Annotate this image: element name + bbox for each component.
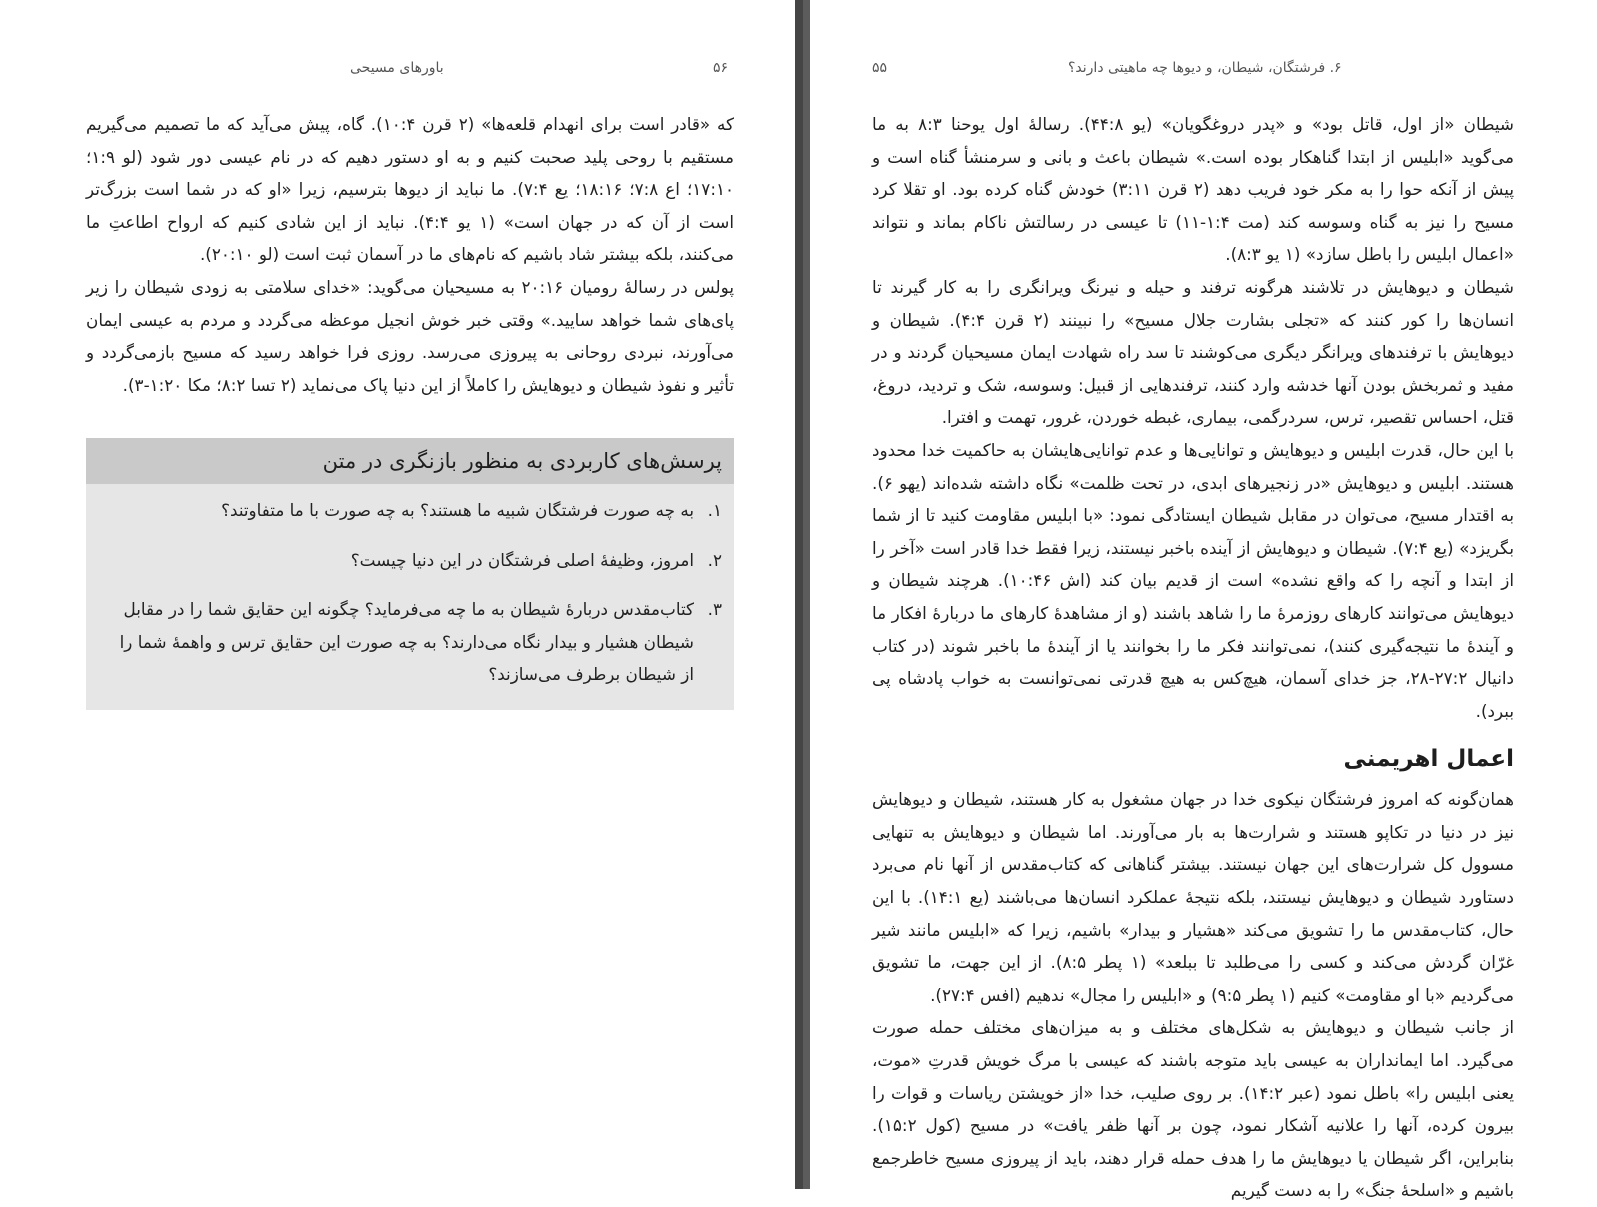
paragraph: با این حال، قدرت ابلیس و دیوهایش و توانایی‌ها و عدم توانایی‌هایشان به حاکمیت خدا محدود هستند. ابلیس و دیوهایش «در زنجیرهای ابدی، در تحت ظلمت» نگاه داشته شده‌اند (یهو ۶). به اقتدار مسیح، می‌توان در مقابل شیطان ایستادگی نمود: «با ابلیس مقاومت کنید تا از شما بگریزد» (یع ۷:۴). شیطان و دیوهایش از آینده باخبر نیستند، زیرا فقط خدا قادر است «آخر را از ابتدا و آنچه را که واقع نشده» است از قدیم بیان کند (اش ۱۰:۴۶). هرچند شیطان و دیوهایش می‌توانند کارهای روزمرهٔ ما را شاهد باشند (و از مشاهدهٔ کارهای ما دربارهٔ افکار ما و آیندهٔ ما نتیجه‌گیری کنند)، نمی‌توانند فکر ما را بخوانند یا از آیندهٔ ما باخبر شوند (در کتاب دانیال ۲۷:۲-۲۸، جز خدای آسمان، هیچ‌کس به هیچ قدرتی نمی‌توانست به خواب پادشاه پی ببرد). [872, 439, 1515, 721]
question-text: به چه صورت فرشتگان شبیه ما هستند؟ به چه صورت با ما متفاوتند؟ [221, 500, 694, 520]
question-item [114, 544, 722, 577]
paragraph: شیطان «از اول، قاتل بود» و «پدر دروغگویان» (یو ۴۴:۸). رسالهٔ اول یوحنا ۸:۳ به ما می‌گوید «ابلیس از ابتدا گناهکار بوده است.» شیطان باعث و بانی و سرمنشأ گناه است و پیش از آنکه حوا را به مکر خود فریب دهد (۲ قرن ۳:۱۱) خودش گناه کرده بود. او تقلا کرد مسیح را نیز به گناه وسوسه کند (مت ۱:۴-۱۱) تا عیسی در رسالتش ناکام بماند و نتواند «اعمال ابلیس را باطل سازد» (۱ یو ۸:۳). [872, 114, 1515, 265]
review-questions-box [86, 438, 734, 710]
book-spine-divider [795, 0, 810, 1189]
section-heading: اعمال اهریمنی [1343, 746, 1514, 773]
left-page [0, 0, 795, 1189]
question-text: امروز، وظیفهٔ اصلی فرشتگان در این دنیا چیست؟ [350, 549, 694, 570]
review-questions-title: پرسش‌های کاربردی به منظور بازنگری در متن [86, 438, 734, 484]
paragraph: که «قادر است برای انهدام قلعه‌ها» (۲ قرن ۱۰:۴). گاه، پیش می‌آید که ما تصمیم می‌گیریم مستقیم با روحی پلید صحبت کنیم و به او دستور دهیم که در نام عیسی دور شود (لو ۱:۹؛ ۱۷:۱۰؛ اع ۷:۸؛ ۱۸:۱۶؛ یع ۷:۴). ما نباید از دیوها بترسیم، زیرا «او که در شما است بزرگ‌تر است از آن که در جهان است» (۱ یو ۴:۴). نباید از این شادی کنیم که ارواح اطاعتِ ما می‌کنند، بلکه بیشتر شاد باشیم که نام‌های ما در آسمان ثبت است (لو ۲۰:۱۰). [86, 114, 735, 265]
review-questions-list [86, 484, 734, 691]
question-number: ۱. [707, 500, 722, 520]
right-body-text [872, 108, 1514, 1207]
question-number: ۳. [707, 599, 722, 620]
paragraph: پولس در رسالهٔ رومیان ۲۰:۱۶ به مسیحیان می‌گوید: «خدای سلامتی به زودی شیطان را زیر پای‌های شما خواهد سایید.» وقتی خبر خوش انجیل موعظه می‌گردد و مردم به عیسی ایمان می‌آورند، نبردی روحانی به پیروزی می‌رسد. روزی فرا خواهد رسید که مسیح بازمی‌گردد و تأثیر و نفوذ شیطان و دیوهایش را کاملاً از این دنیا پاک می‌نماید (۲ تسا ۸:۲؛ مکا ۱:۲۰-۳). [86, 276, 734, 395]
paragraph: شیطان و دیوهایش در تلاشند هرگونه ترفند و حیله و نیرنگ ویرانگری را به کار گیرند تا انسان‌ها را کور کنند که «تجلی بشارت جلال مسیح» را نبینند (۲ قرن ۴:۴). شیطان و دیوهایش با ترفندهای ویرانگر دیگری می‌کوشند تا سد راه شهادت ایمان مسیحیان گردند و در مفید و ثمربخش بودن آنها خدشه وارد کنند، ترفندهایی از قبیل: وسوسه، شک و تردید، دروغ، قتل، احساس تقصیر، ترس، سردرگمی، بیماری، غبطه خوردن، غرور، تهمت و افترا. [872, 276, 1514, 428]
running-title: ۶. فرشتگان، شیطان، و دیوها چه ماهیتی دارند؟ [1068, 60, 1342, 76]
page-number: ۵۶ [713, 60, 729, 76]
question-item [114, 494, 722, 527]
paragraph: از جانب شیطان و دیوهایش به شکل‌های مختلف و به میزان‌های مختلف حمله صورت می‌گیرد. اما ایمانداران به عیسی باید متوجه باشند که عیسی با مرگ خویش قدرتِ «موت، یعنی ابلیس را» باطل نمود (عبر ۱۴:۲). بر روی صلیب، خدا «از خویشتن ریاسات و قوات را بیرون کرده، آنها را علانیه آشکار نمود، چون بر آنها ظفر یافت» در مسیح (کول ۱۵:۲). بنابراین، اگر شیطان یا دیوهایش ما را هدف حمله قرار دهند، باید از پیروزی مسیح خاطرجمع باشیم و «اسلحهٔ جنگ» را به دست گیریم [872, 1017, 1514, 1201]
right-page [810, 0, 1597, 1201]
left-body-text [86, 108, 734, 401]
question-text: کتاب‌مقدس دربارهٔ شیطان به ما چه می‌فرماید؟ چگونه این حقایق شما را در مقابل شیطان هشیار و بیدار نگاه می‌دارند؟ به چه صورت این حقایق ترس و واهمهٔ شما را از شیطان برطرف می‌سازند؟ [119, 599, 694, 685]
question-number: ۲. [707, 549, 722, 570]
paragraph: همان‌گونه که امروز فرشتگان نیکوی خدا در جهان مشغول به کار هستند، شیطان و دیوهایش نیز در دنیا در تکاپو هستند و شرارت‌ها به بار می‌آورند. اما شیطان و دیوهایش به تنهایی مسوول کل شرارت‌های این جهان نیستند. بیشتر گناهانی که کتاب‌مقدس از آنها نام می‌برد دستاورد شیطان و دیوهایش نیستند، بلکه نتیجهٔ عملکرد انسان‌ها می‌باشند (یع ۱۴:۱). با این حال، کتاب‌مقدس ما را تشویق می‌کند «هشیار و بیدار» باشیم، زیرا که «ابلیس مانند شیر غرّان گردش می‌کند و کسی را می‌طلبد تا ببلعد» (۱ پطر ۸:۵). از این جهت، ما تشویق می‌گردیم «با او مقاومت» کنیم (۱ پطر ۹:۵) و «ابلیس را مجال» ندهیم (افس ۲۷:۴). [872, 789, 1514, 1005]
running-title: باورهای مسیحی [350, 60, 444, 76]
question-item [114, 593, 722, 691]
page-number: ۵۵ [872, 60, 888, 76]
